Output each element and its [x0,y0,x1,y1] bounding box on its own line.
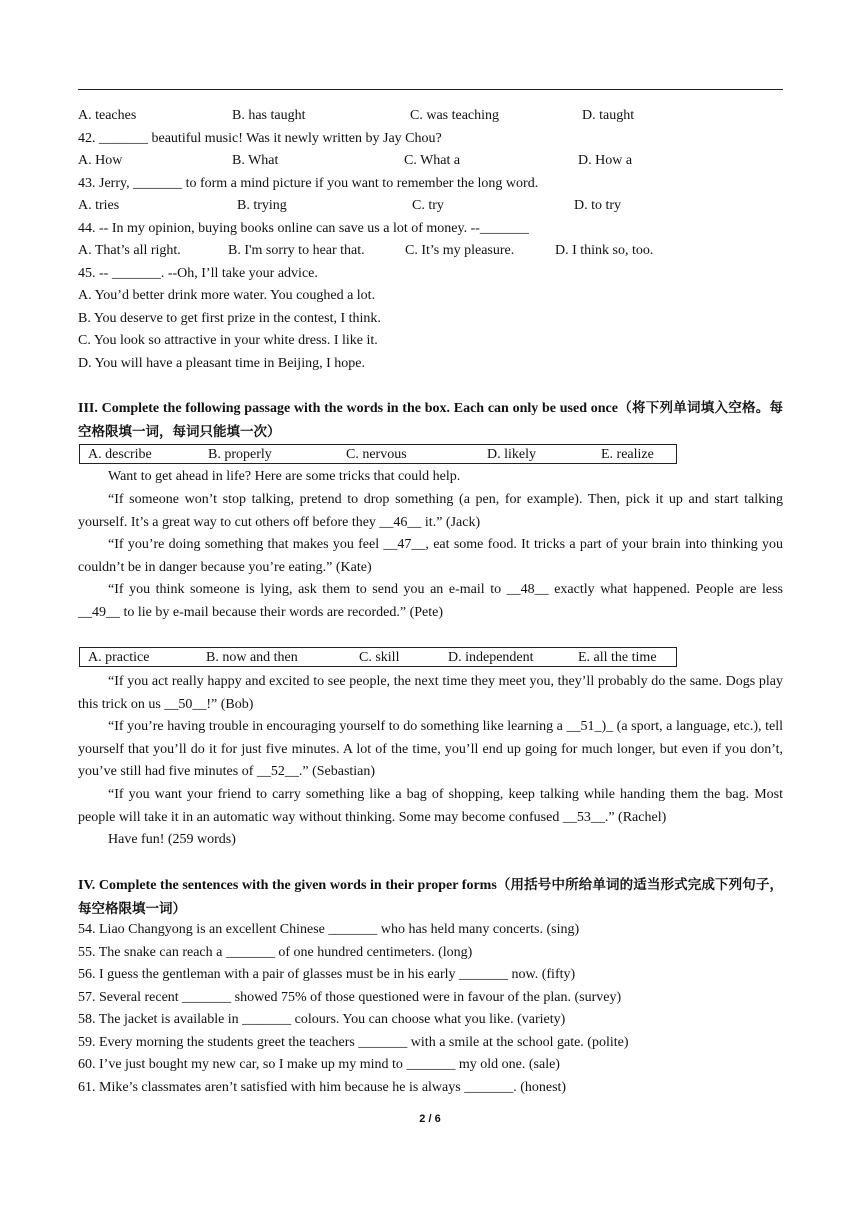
option-42-c: C. What a [404,153,461,168]
passage-intro: Want to get ahead in life? Here are some tricks that could help. [108,469,461,484]
word-box-1-item-b: B. properly [208,447,272,462]
option-44-c: C. It’s my pleasure. [405,243,515,258]
passage-closing: Have fun! (259 words) [108,832,236,847]
page-number: 2 / 6 [419,1113,441,1125]
section-4-heading-en: IV. Complete the sentences with the given words in their proper forms [78,878,497,893]
question-54: 54. Liao Changyong is an excellent Chinese _______ who has held many concerts. (sing) [78,922,580,937]
option-43-c: C. try [412,198,444,213]
section-3-heading-en: III. Complete the following passage with the words in the box. Each can only be used once [78,401,618,416]
section-3-heading-zh: （将下列单词填入空格。每空格限填一词，每词只能填一次） [78,400,783,440]
passage-paragraph-6: “If you want your friend to carry something like a bag of shopping, keep talking while handing them the bag. Most people will take it in an automatic way without thinking. Some may become confused __53__.” (Rachel) [78,787,783,825]
passage-paragraph-1: “If someone won’t stop talking, pretend to drop something (a pen, for example). Then, pick it up and start talking yourself. It’s a great way to cut others off before they __46__ it.” (Jack) [78,492,783,530]
word-box-2-item-b: B. now and then [206,650,298,665]
option-45-b: B. You deserve to get first prize in the contest, I think. [78,311,381,326]
option-43-d: D. to try [574,198,622,213]
word-box-1-item-d: D. likely [487,447,536,462]
question-44-stem: 44. -- In my opinion, buying books online can save us a lot of money. --_______ [78,221,529,236]
option-42-b: B. What [232,153,279,168]
word-box-2 [79,647,677,667]
option-43-b: B. trying [237,198,287,213]
option-44-d: D. I think so, too. [555,243,654,258]
word-box-1-item-c: C. nervous [346,447,407,462]
option-41-a: A. teaches [78,108,137,123]
option-42-a: A. How [78,153,123,168]
option-43-a: A. tries [78,198,120,213]
question-42-stem: 42. _______ beautiful music! Was it newly written by Jay Chou? [78,131,442,146]
question-55: 55. The snake can reach a _______ of one hundred centimeters. (long) [78,945,473,960]
option-45-c: C. You look so attractive in your white dress. I like it. [78,333,378,348]
passage-paragraph-4: “If you act really happy and excited to see people, the next time they meet you, they’ll probably do the same. Dogs play this trick on us __50__!” (Bob) [78,674,783,712]
option-44-a: A. That’s all right. [78,243,181,258]
option-41-c: C. was teaching [410,108,500,123]
question-57: 57. Several recent _______ showed 75% of those questioned were in favour of the plan. (survey) [78,990,622,1005]
option-45-a: A. You’d better drink more water. You coughed a lot. [78,288,376,303]
word-box-1-item-e: E. realize [601,447,654,462]
option-41-b: B. has taught [232,108,306,123]
option-41-d: D. taught [582,108,635,123]
word-box-2-item-c: C. skill [359,650,400,665]
section-4-heading-zh: （用括号中所给单词的适当形式完成下列句子，每空格限填一词） [78,877,783,917]
section-3-heading [78,397,783,444]
question-59: 59. Every morning the students greet the teachers _______ with a smile at the school gate. (polite) [78,1035,629,1050]
word-box-2-item-d: D. independent [448,650,534,665]
word-box-1-item-a: A. describe [88,447,152,462]
question-58: 58. The jacket is available in _______ colours. You can choose what you like. (variety) [78,1012,566,1027]
question-61: 61. Mike’s classmates aren’t satisfied with him because he is always _______. (honest) [78,1080,567,1095]
passage-paragraph-2: “If you’re doing something that makes you feel __47__, eat some food. It tricks a part of your brain into thinking you couldn’t be in danger because you’re eating.” (Kate) [78,537,783,575]
word-box-1 [79,444,677,464]
passage-paragraph-3: “If you think someone is lying, ask them to send you an e-mail to __48__ exactly what happened. People are less __49__ to lie by e-mail because their words are recorded.” (Pete) [78,582,783,620]
passage-paragraph-5: “If you’re having trouble in encouraging yourself to do something like learning a __51_)_ (a sport, a language, etc.), tell yourself that you’ll do it for just five minutes. A lot of the time, you’ll end up going for much longer, but even if you don’t, you’ve still had five minutes of __52__.” (Sebastian) [78,719,783,780]
section-4-heading [78,874,783,921]
option-45-d: D. You will have a pleasant time in Beijing, I hope. [78,356,365,371]
question-45-stem: 45. -- _______. --Oh, I’ll take your advice. [78,266,318,281]
option-44-b: B. I'm sorry to hear that. [228,243,365,258]
question-43-stem: 43. Jerry, _______ to form a mind picture if you want to remember the long word. [78,176,539,191]
question-60: 60. I’ve just bought my new car, so I make up my mind to _______ my old one. (sale) [78,1057,560,1072]
option-42-d: D. How a [578,153,633,168]
word-box-2-item-a: A. practice [88,650,150,665]
header-rule [78,89,783,90]
question-56: 56. I guess the gentleman with a pair of glasses must be in his early _______ now. (fifty) [78,967,576,982]
word-box-2-item-e: E. all the time [578,650,657,665]
